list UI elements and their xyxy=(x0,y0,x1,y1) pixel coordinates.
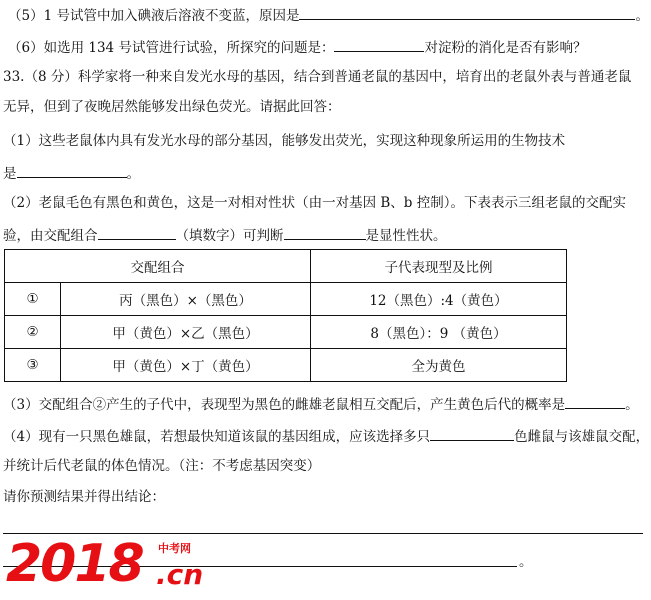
part-3-line xyxy=(3,393,639,415)
row-offspring: 12（黑色）:4（黄色） xyxy=(311,283,567,316)
part-2-text-b: （填数字）可判断 xyxy=(175,228,284,244)
row-cross: 甲（黄色）×丁（黄色） xyxy=(61,349,311,382)
logo-number: 2018 xyxy=(6,534,143,594)
part-4-text-a: （4）现有一只黑色雄鼠，若想最快知道该鼠的基因组成，应该选择多只 xyxy=(3,429,431,445)
period: 。 xyxy=(635,8,649,24)
table-row xyxy=(5,316,567,349)
part-1-line: （1）这些老鼠体内具有发光水母的部分基因，能够发出荧光，实现这种现象所运用的生物技术 xyxy=(3,133,566,149)
part-4-text-b: 色雌鼠与该雄鼠交配， xyxy=(514,429,650,445)
part-2-text-a: 验，由交配组合 xyxy=(3,228,98,244)
logo-suffix: .cn xyxy=(156,558,204,591)
row-offspring: 8（黑色）：9 （黄色） xyxy=(311,316,567,349)
answer-blank[interactable] xyxy=(334,36,424,52)
answer-blank[interactable] xyxy=(565,393,625,409)
row-id: ③ xyxy=(5,349,61,382)
part-2-text-c: 是显性性状。 xyxy=(365,228,447,244)
site-logo xyxy=(6,536,206,594)
question-33-stem-2: 无异，但到了夜晚居然能够发出绿色荧光。请据此回答： xyxy=(3,99,341,115)
row-offspring: 全为黄色 xyxy=(311,349,567,382)
table-header-row xyxy=(5,250,567,283)
logo-small-text: 中考网 xyxy=(158,542,191,555)
part-2-answer-line xyxy=(3,224,447,246)
table-header-offspring: 子代表现型及比例 xyxy=(311,250,567,283)
question-6-line xyxy=(8,36,586,58)
row-id: ② xyxy=(5,316,61,349)
question-6-text: （6）如选用 134 号试管进行试验，所探究的问题是： xyxy=(8,40,335,56)
row-id: ① xyxy=(5,283,61,316)
part-1-prefix: 是 xyxy=(3,166,17,182)
question-5-text: （5）1 号试管中加入碘液后溶液不变蓝，原因是 xyxy=(8,8,300,24)
period: 。 xyxy=(625,397,639,413)
question-33-stem-1: 33.（8 分）科学家将一种来自发光水母的基因，结合到普通老鼠的基因中，培育出的老鼠外表与普通老鼠 xyxy=(3,69,632,85)
part-2-line: （2）老鼠毛色有黑色和黄色，这是一对相对性状（由一对基因 B、b 控制）。下表表示三组老鼠的交配实 xyxy=(3,195,626,211)
prediction-prompt: 请你预测结果并得出结论： xyxy=(3,489,165,505)
table-row xyxy=(5,349,567,382)
question-5-line xyxy=(8,4,649,26)
part-4-line xyxy=(3,425,649,447)
row-cross: 甲（黄色）×乙（黑色） xyxy=(61,316,311,349)
period: 。 xyxy=(519,554,533,570)
answer-blank[interactable] xyxy=(284,224,366,240)
part-1-answer-line xyxy=(3,162,140,184)
period: 。 xyxy=(126,166,140,182)
table-row xyxy=(5,283,567,316)
answer-blank[interactable] xyxy=(430,425,514,441)
part-3-text: （3）交配组合②产生的子代中，表现型为黑色的雌雄老鼠相互交配后，产生黄色后代的概率是 xyxy=(3,397,566,413)
table-header-cross: 交配组合 xyxy=(5,250,311,283)
answer-blank[interactable] xyxy=(17,162,127,178)
answer-blank[interactable] xyxy=(98,224,176,240)
row-cross: 丙（黑色）×（黑色） xyxy=(61,283,311,316)
question-6-tail: 对淀粉的消化是否有影响？ xyxy=(424,40,587,56)
cross-results-table xyxy=(4,249,567,382)
answer-blank[interactable] xyxy=(299,4,635,20)
part-4-line-2: 并统计后代老鼠的体色情况。（注：不考虑基因突变） xyxy=(3,458,321,474)
